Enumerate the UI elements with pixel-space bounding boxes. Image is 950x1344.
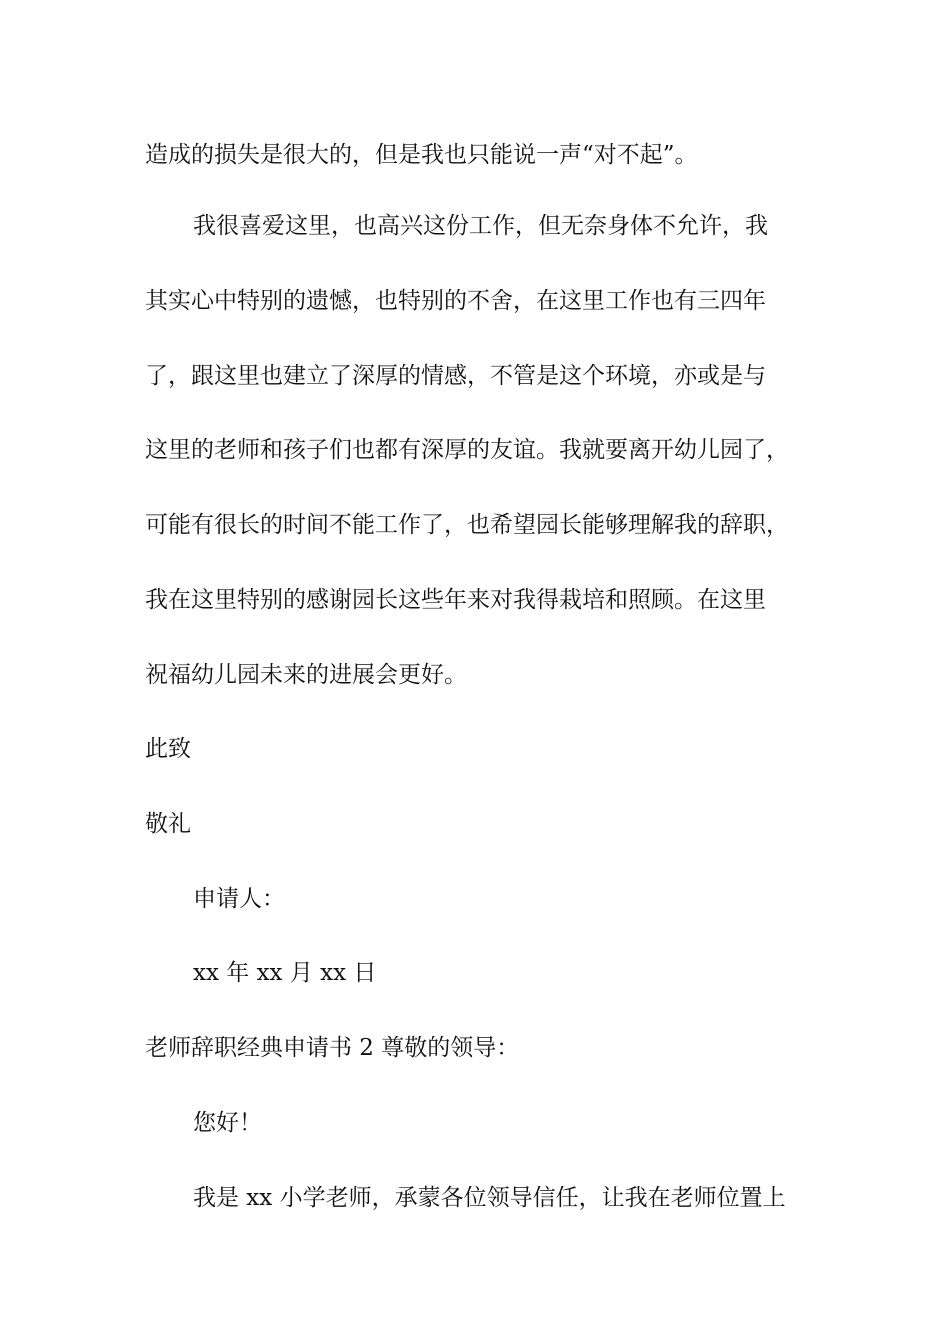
applicant-label: 申请人： (193, 886, 285, 912)
paragraph-line-2: 我很喜爱这里，也高兴这份工作，但无奈身体不允许，我 (193, 213, 768, 239)
closing-cizhi: 此致 (145, 736, 191, 762)
paragraph-line-last: 我是 xx 小学老师，承蒙各位领导信任，让我在老师位置上 (193, 1185, 786, 1211)
date-line: xx 年 xx 月 xx 日 (193, 960, 377, 986)
paragraph-line-4: 了，跟这里也建立了深厚的情感，不管是这个环境，亦或是与 (145, 363, 766, 389)
paragraph-line-1: 造成的损失是很大的，但是我也只能说一声“对不起”。 (145, 142, 698, 168)
greeting: 您好！ (193, 1110, 262, 1136)
paragraph-line-7: 我在这里特别的感谢园长这些年来对我得栽培和照顾。在这里 (145, 587, 766, 613)
paragraph-line-8: 祝福幼儿园未来的进展会更好。 (145, 662, 467, 688)
closing-jingli: 敬礼 (145, 811, 191, 837)
paragraph-line-6: 可能有很长的时间不能工作了，也希望园长能够理解我的辞职， (145, 512, 789, 538)
paragraph-line-3: 其实心中特别的遗憾，也特别的不舍，在这里工作也有三四年 (145, 288, 766, 314)
second-letter-heading: 老师辞职经典申请书 2 尊敬的领导： (145, 1035, 520, 1061)
paragraph-line-5: 这里的老师和孩子们也都有深厚的友谊。我就要离开幼儿园了， (145, 437, 789, 463)
